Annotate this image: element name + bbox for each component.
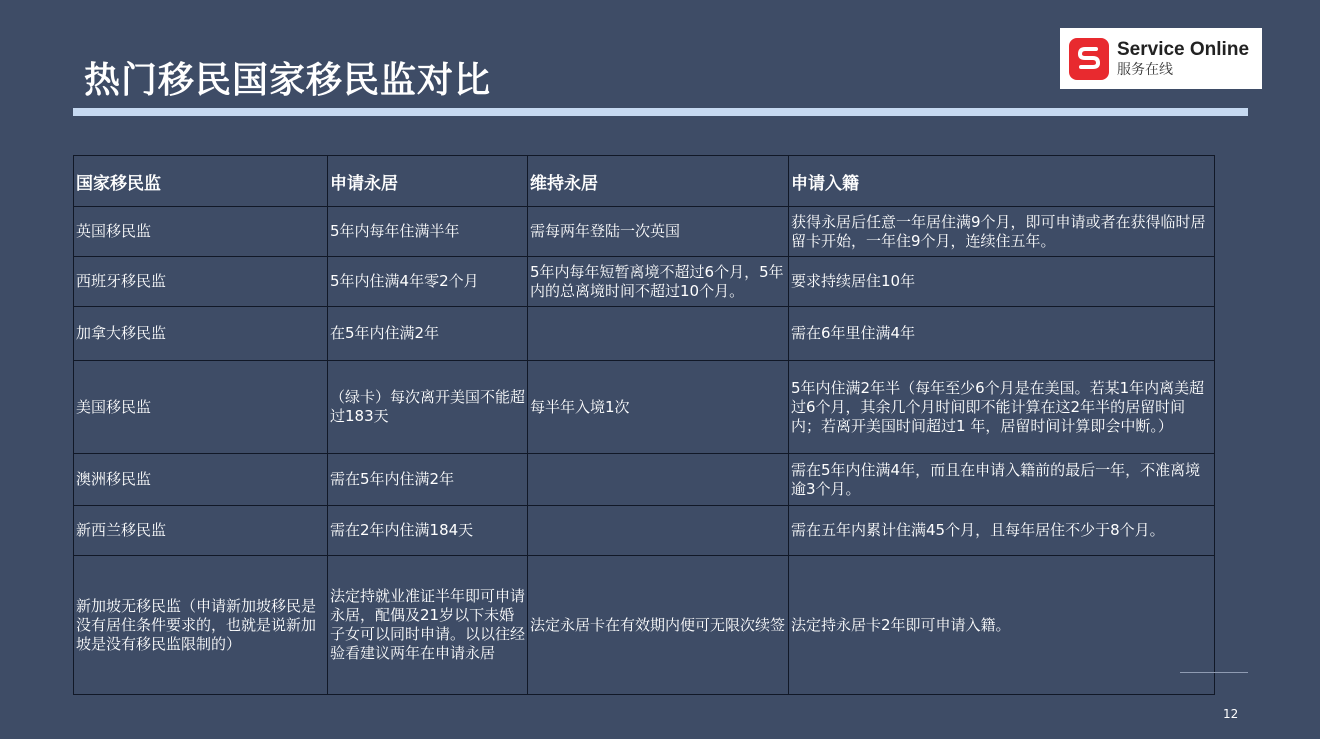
logo-name-en: Service Online <box>1117 38 1250 60</box>
table-row <box>74 361 1215 454</box>
cell-maintain-pr <box>528 454 789 506</box>
cell-naturalization: 要求持续居住10年 <box>789 257 1215 307</box>
cell-country: 美国移民监 <box>74 361 328 454</box>
cell-naturalization: 获得永居后任意一年居住满9个月，即可申请或者在获得临时居留卡开始，一年住9个月，连续住五年。 <box>789 207 1215 257</box>
table-row <box>74 207 1215 257</box>
cell-naturalization: 5年内住满2年半（每年至少6个月是在美国。若某1年内离美超过6个月，其余几个月时间即不能计算在这2年半的居留时间内；若离开美国时间超过1 年，居留时间计算即会中断。） <box>789 361 1215 454</box>
cell-country: 西班牙移民监 <box>74 257 328 307</box>
cell-apply-pr: 5年内每年住满半年 <box>328 207 528 257</box>
cell-naturalization: 法定持永居卡2年即可申请入籍。 <box>789 556 1215 695</box>
footer-divider <box>1180 672 1248 673</box>
title-underline <box>73 108 1248 116</box>
cell-apply-pr: 在5年内住满2年 <box>328 307 528 361</box>
logo-s-glyph <box>1076 44 1102 74</box>
comparison-table <box>73 155 1215 695</box>
cell-apply-pr: 需在5年内住满2年 <box>328 454 528 506</box>
page-number: 12 <box>1223 707 1239 721</box>
table-header-row <box>74 156 1215 207</box>
cell-apply-pr: 法定持就业准证半年即可申请永居，配偶及21岁以下未婚子女可以同时申请。以以往经验看建议两年在申请永居 <box>328 556 528 695</box>
cell-country: 加拿大移民监 <box>74 307 328 361</box>
header-maintain-pr: 维持永居 <box>528 156 789 207</box>
cell-country: 英国移民监 <box>74 207 328 257</box>
cell-maintain-pr: 5年内每年短暂离境不超过6个月，5年内的总离境时间不超过10个月。 <box>528 257 789 307</box>
page-title: 热门移民国家移民监对比 <box>84 60 492 101</box>
cell-apply-pr: 5年内住满4年零2个月 <box>328 257 528 307</box>
header-naturalization: 申请入籍 <box>789 156 1215 207</box>
table-row <box>74 307 1215 361</box>
logo-name-cn: 服务在线 <box>1117 61 1173 78</box>
cell-maintain-pr <box>528 307 789 361</box>
table-row <box>74 556 1215 695</box>
cell-maintain-pr: 每半年入境1次 <box>528 361 789 454</box>
header-apply-pr: 申请永居 <box>328 156 528 207</box>
cell-maintain-pr: 需每两年登陆一次英国 <box>528 207 789 257</box>
cell-country: 澳洲移民监 <box>74 454 328 506</box>
header-country: 国家移民监 <box>74 156 328 207</box>
logo-s-icon <box>1069 38 1109 80</box>
cell-maintain-pr: 法定永居卡在有效期内便可无限次续签 <box>528 556 789 695</box>
cell-country: 新加坡无移民监（申请新加坡移民是没有居住条件要求的，也就是说新加坡是没有移民监限制的） <box>74 556 328 695</box>
cell-maintain-pr <box>528 506 789 556</box>
cell-country: 新西兰移民监 <box>74 506 328 556</box>
table-row <box>74 454 1215 506</box>
table-row <box>74 506 1215 556</box>
cell-naturalization: 需在5年内住满4年，而且在申请入籍前的最后一年，不准离境逾3个月。 <box>789 454 1215 506</box>
cell-apply-pr: （绿卡）每次离开美国不能超过183天 <box>328 361 528 454</box>
table-row <box>74 257 1215 307</box>
cell-apply-pr: 需在2年内住满184天 <box>328 506 528 556</box>
cell-naturalization: 需在五年内累计住满45个月，且每年居住不少于8个月。 <box>789 506 1215 556</box>
cell-naturalization: 需在6年里住满4年 <box>789 307 1215 361</box>
service-online-logo <box>1060 28 1262 89</box>
